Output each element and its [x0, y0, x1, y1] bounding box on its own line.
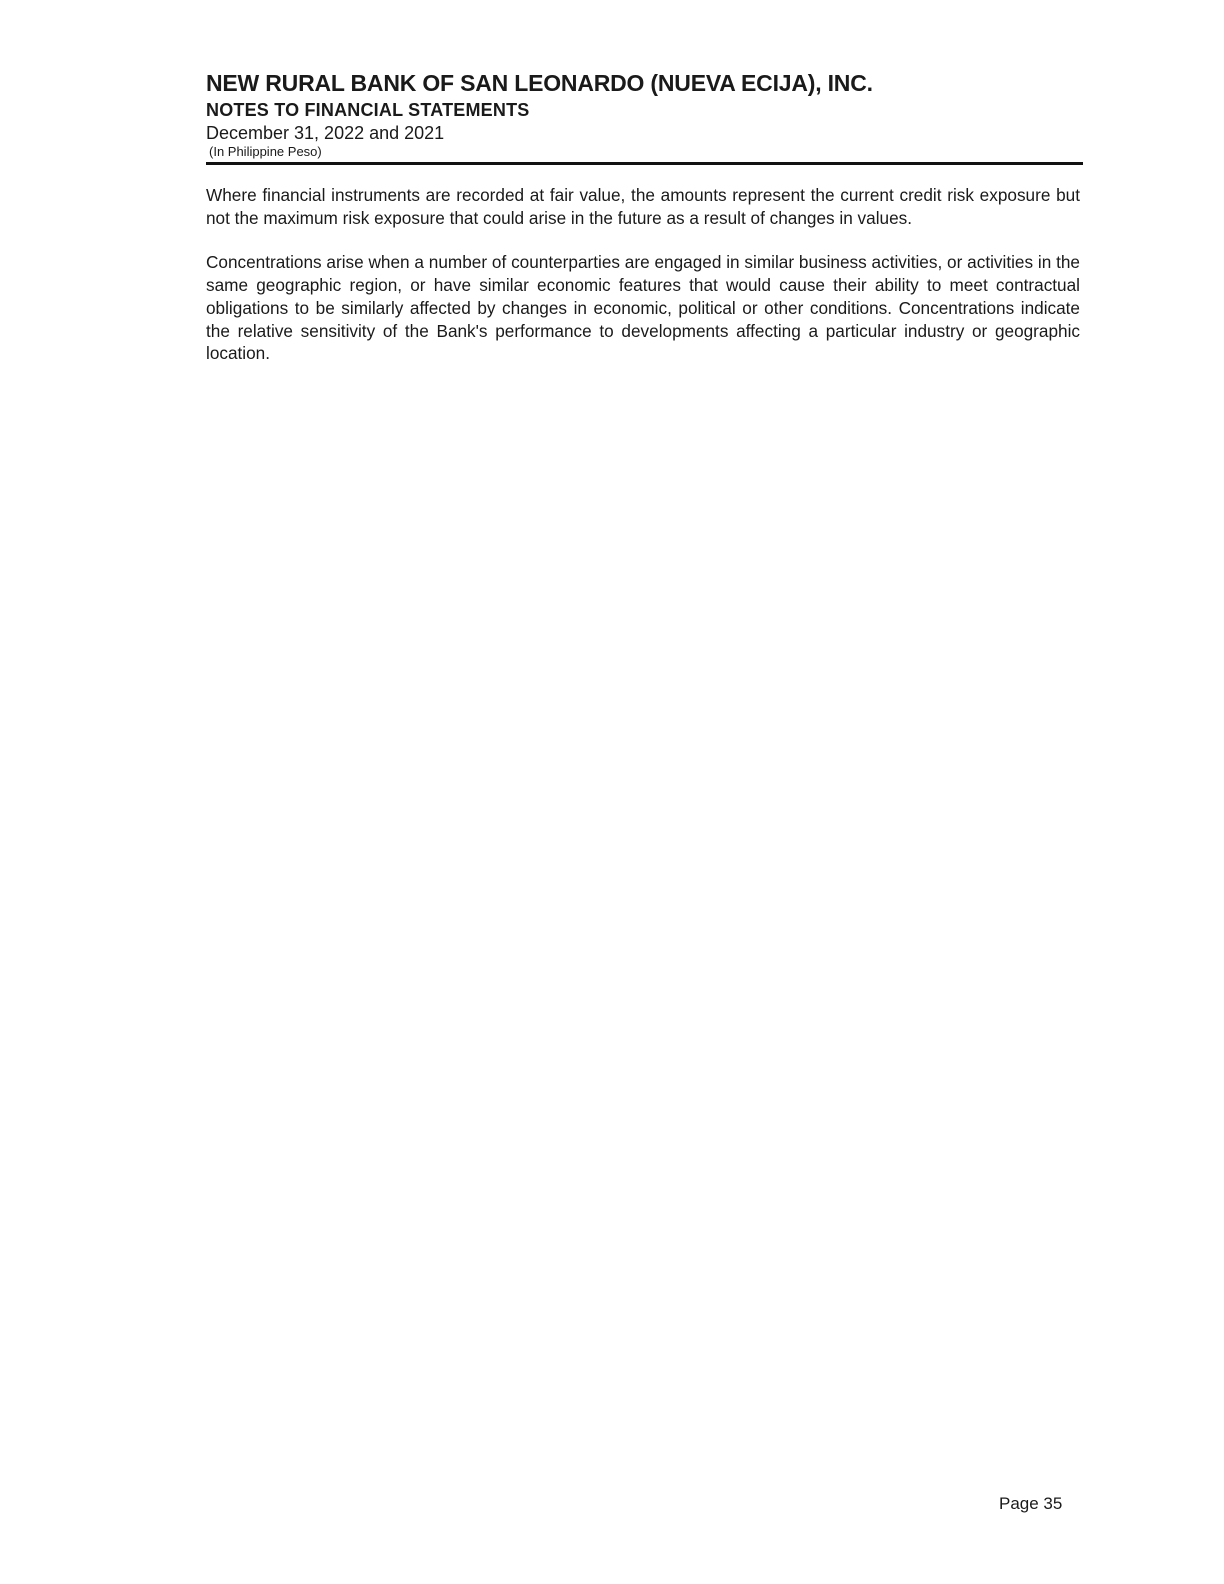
document-title: NOTES TO FINANCIAL STATEMENTS	[206, 100, 530, 120]
header-divider	[206, 162, 1083, 165]
reporting-period: December 31, 2022 and 2021	[206, 123, 445, 143]
company-name: NEW RURAL BANK OF SAN LEONARDO (NUEVA ECIJA), INC.	[206, 70, 873, 96]
paragraph-concentrations: Concentrations arise when a number of counterparties are engaged in similar business activities, or activities in the same geographic region, or have similar economic features that would cause their ability to meet contractual obligations to be similarly affected by changes in economic, political or other conditions. Concentrations indicate the relative sensitivity of the Bank's performance to developments affecting a particular industry or geographic location.	[206, 252, 1080, 364]
currency-note: (In Philippine Peso)	[209, 144, 322, 159]
body-text	[206, 184, 1080, 387]
page-header	[206, 68, 1083, 160]
paragraph-fair-value: Where financial instruments are recorded at fair value, the amounts represent the current credit risk exposure but not the maximum risk exposure that could arise in the future as a result of changes in values.	[206, 185, 1080, 228]
page-number: Page 35	[999, 1494, 1063, 1513]
